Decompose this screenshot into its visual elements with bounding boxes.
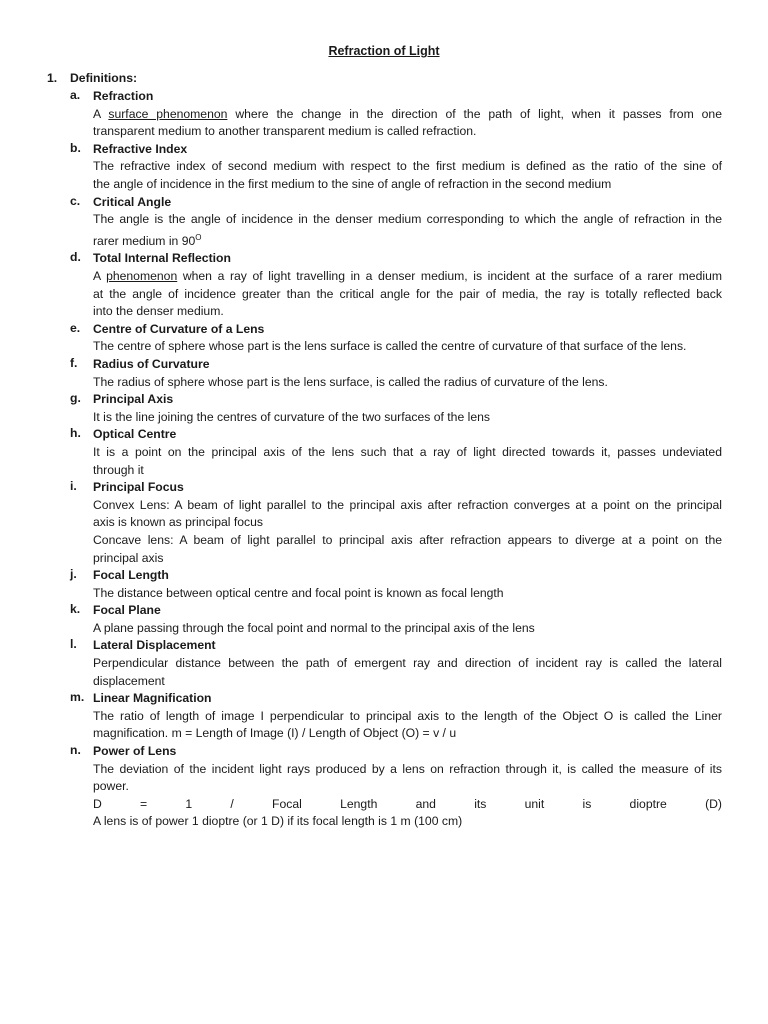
definition-item [0, 479, 768, 567]
text-fragment: where the change in the direction of the path of light, when it passes from one [227, 106, 722, 121]
definition-letter: e. [70, 320, 81, 335]
definition-text-line: at the angle of incidence greater than the critical angle for the pair of media, the ray is totally reflected back [93, 286, 722, 301]
definition-item [0, 141, 768, 194]
definition-item [0, 194, 768, 251]
definition-letter: c. [70, 193, 81, 208]
definition-text-line: The centre of sphere whose part is the lens surface is called the centre of curvature of that surface of the lens. [93, 339, 687, 354]
definition-term: Refraction [93, 89, 154, 103]
definition-text-line: Concave lens: A beam of light parallel to principal axis after refraction appears to diverge at a point on the [93, 532, 722, 547]
definition-text-line: A lens is of power 1 dioptre (or 1 D) if its focal length is 1 m (100 cm) [93, 814, 463, 829]
definition-item [0, 250, 768, 320]
definition-text-line: The distance between optical centre and focal point is known as focal length [93, 585, 504, 600]
definition-item [0, 690, 768, 743]
definition-text-line: The refractive index of second medium with respect to the first medium is defined as the ratio of the sine of [93, 159, 722, 174]
section-number: 1. [47, 71, 58, 85]
text-fragment: A [93, 106, 109, 121]
definition-item [0, 637, 768, 690]
definition-text-line: transparent medium to another transparent medium is called refraction. [93, 124, 477, 139]
definition-term: Focal Plane [93, 603, 161, 618]
definition-term: Linear Magnification [93, 691, 212, 706]
definition-letter: l. [70, 637, 77, 652]
underlined-term: surface phenomenon [108, 106, 228, 121]
definition-item [0, 391, 768, 426]
definition-letter: g. [70, 391, 81, 406]
underlined-term: phenomenon [106, 269, 178, 283]
definition-term: Focal Length [93, 568, 169, 583]
definition-text-line [93, 106, 722, 124]
definition-text-line: The angle is the angle of incidence in the denser medium corresponding to which the angle of refraction in the [93, 212, 722, 227]
definition-letter: m. [70, 690, 85, 705]
definition-term: Lateral Displacement [93, 638, 216, 653]
definition-text-line: The ratio of length of image I perpendicular to principal axis to the length of the Object O is called the Liner [93, 708, 722, 723]
definition-item [0, 426, 768, 479]
definition-term: Principal Axis [93, 392, 174, 407]
definition-term: Principal Focus [93, 480, 184, 495]
section-title: Definitions: [70, 71, 138, 85]
definition-letter: h. [70, 426, 81, 441]
definition-text-line: power. [93, 779, 129, 794]
definition-text-line: principal axis [93, 550, 164, 565]
definition-term: Refractive Index [93, 141, 188, 156]
page-title: Refraction of Light [328, 44, 440, 58]
definition-text-line: displacement [93, 673, 165, 688]
definition-text-line: axis is known as principal focus [93, 515, 264, 530]
definition-item [0, 321, 768, 356]
definition-item [0, 743, 768, 831]
definition-text-line: D = 1 / Focal Length and its unit is dioptre (D) [93, 796, 722, 811]
definition-item [0, 567, 768, 602]
definition-term: Optical Centre [93, 427, 177, 442]
text-fragment: A [93, 269, 107, 283]
definition-letter: n. [70, 743, 81, 758]
definition-letter: j. [70, 567, 77, 582]
definition-letter: b. [70, 140, 81, 155]
definition-letter: i. [70, 479, 77, 494]
definition-text-line: into the denser medium. [93, 304, 224, 319]
definition-text-line: A plane passing through the focal point and normal to the principal axis of the lens [93, 620, 535, 635]
definition-letter: a. [70, 88, 81, 102]
definition-term: Power of Lens [93, 744, 177, 759]
definition-text-line: It is a point on the principal axis of the lens such that a ray of light directed towards it, passes undeviated [93, 444, 722, 459]
definition-text-line: The deviation of the incident light rays produced by a lens on refraction through it, is called the measure of its [93, 761, 722, 776]
definition-text-line: the angle of incidence in the first medium to the sine of angle of refraction in the second medium [93, 176, 612, 191]
definition-term: Total Internal Reflection [93, 251, 231, 266]
definition-item [0, 88, 768, 141]
degree-symbol: O [195, 232, 202, 242]
text-fragment: when a ray of light travelling in a denser medium, is incident at the surface of a rarer medium [177, 269, 722, 283]
definition-text-line: Perpendicular distance between the path of emergent ray and direction of incident ray is called the lateral [93, 656, 722, 671]
definition-text-line: It is the line joining the centres of curvature of the two surfaces of the lens [93, 409, 490, 424]
definition-item [0, 602, 768, 637]
definitions-list [0, 88, 768, 831]
definition-letter: d. [70, 250, 81, 265]
definition-term: Critical Angle [93, 194, 172, 209]
definition-letter: k. [70, 602, 81, 617]
definition-item [0, 356, 768, 391]
definition-text-line: magnification. m = Length of Image (I) / Length of Object (O) = v / u [93, 726, 457, 741]
definition-text-line: The radius of sphere whose part is the lens surface, is called the radius of curvature of the lens. [93, 374, 608, 389]
definition-letter: f. [70, 355, 78, 370]
definition-text-line [93, 268, 722, 286]
definition-text-line: rarer medium in $90^O$ [93, 232, 202, 248]
definition-term: Radius of Curvature [93, 356, 210, 371]
definition-text-line: through it [93, 462, 144, 477]
definition-term: Centre of Curvature of a Lens [93, 321, 265, 336]
definition-text-line: Convex Lens: A beam of light parallel to the principal axis after refraction converges at a point on the principal [93, 497, 722, 512]
